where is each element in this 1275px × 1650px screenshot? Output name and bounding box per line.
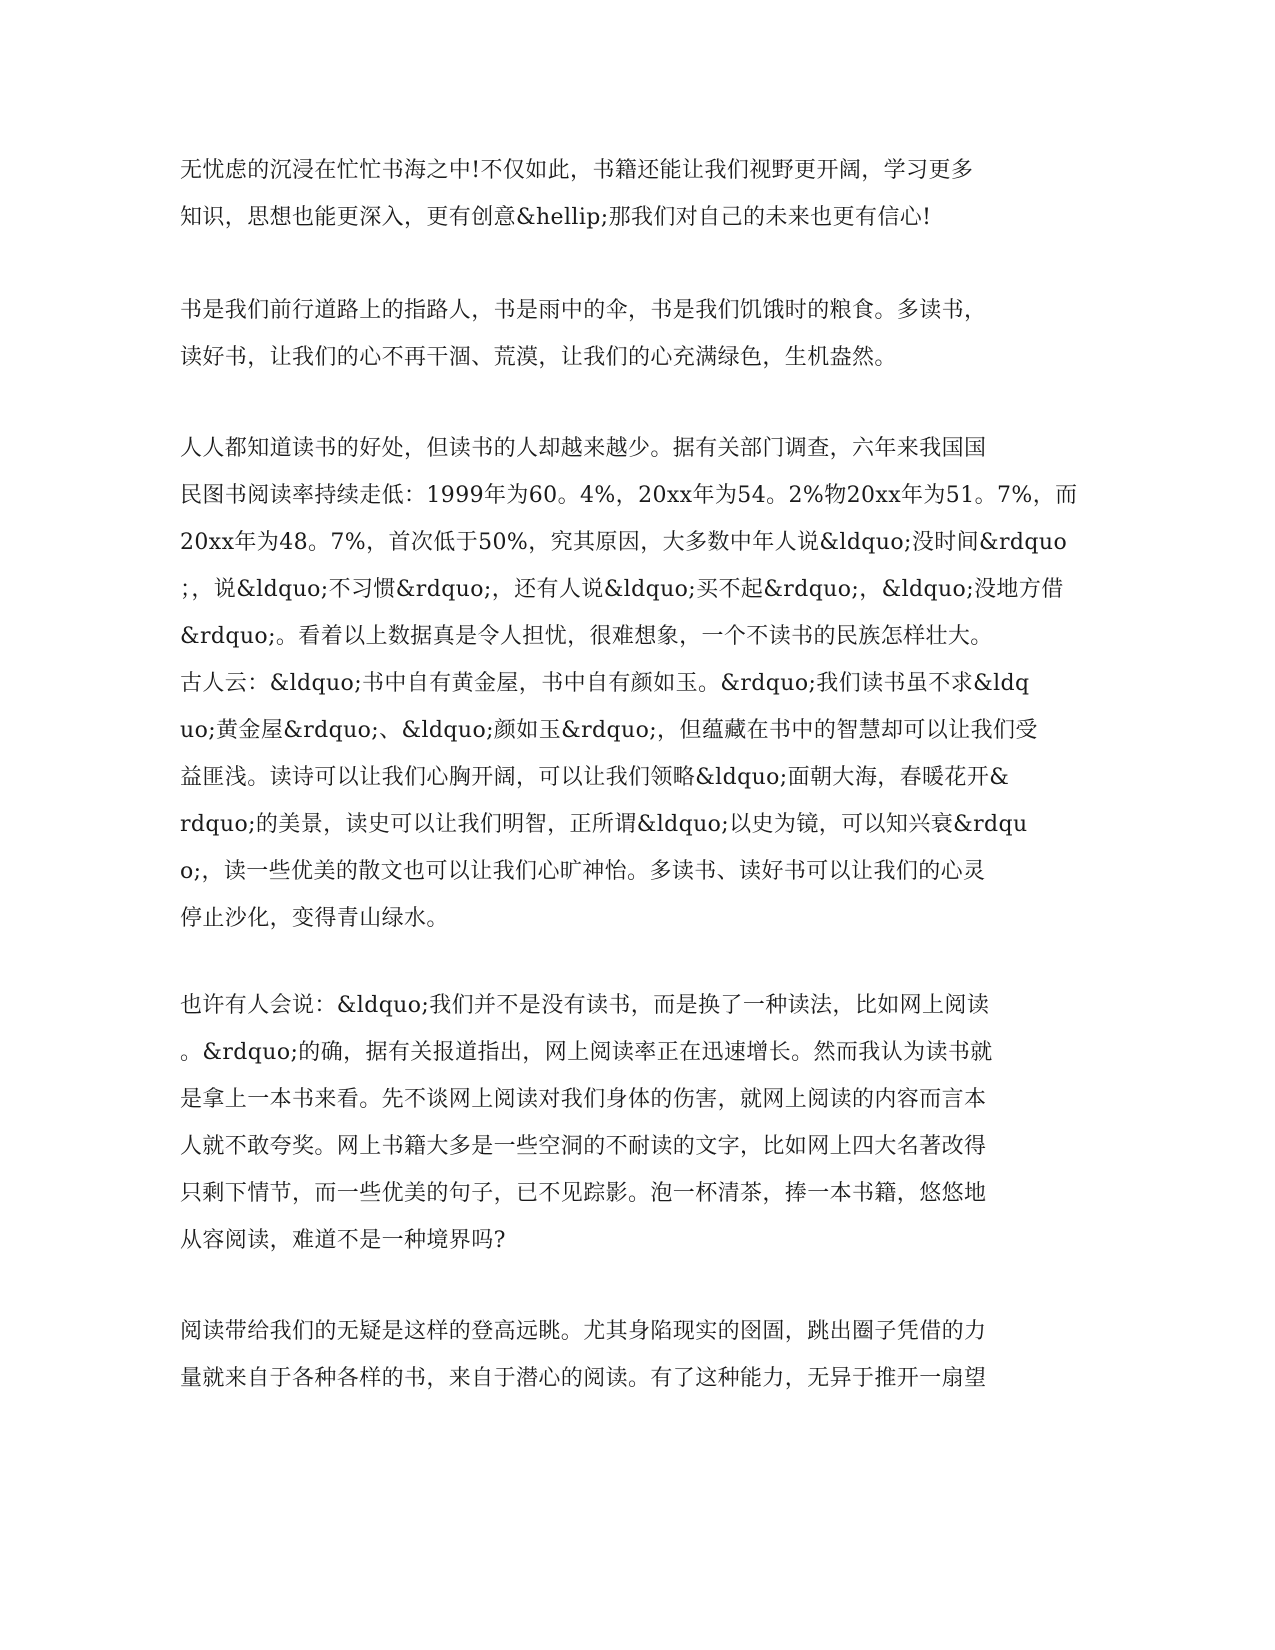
- text-line: 益匪浅。读诗可以让我们心胸开阔，可以让我们领略&ldquo;面朝大海，春暖花开&: [180, 765, 1010, 790]
- text-line: 人人都知道读书的好处，但读书的人却越来越少。据有关部门调查，六年来我国国: [180, 436, 987, 461]
- text-line: 也许有人会说：&ldquo;我们并不是没有读书，而是换了一种读法，比如网上阅读: [180, 993, 990, 1018]
- text-line: &rdquo;。看着以上数据真是令人担忧，很难想象，一个不读书的民族怎样壮大。: [180, 624, 993, 649]
- paragraph-5: [180, 1308, 1040, 1402]
- text-line: o;，读一些优美的散文也可以让我们心旷神怡。多读书、读好书可以让我们的心灵: [180, 859, 986, 884]
- text-line: 书是我们前行道路上的指路人，书是雨中的伞，书是我们饥饿时的粮食。多读书，: [180, 298, 987, 323]
- text-line: 只剩下情节，而一些优美的句子，已不见踪影。泡一杯清茶，捧一本书籍，悠悠地: [180, 1181, 987, 1206]
- paragraph-2: [180, 287, 1040, 381]
- paragraph-4: [180, 982, 1040, 1264]
- text-line: 知识，思想也能更深入，更有创意&hellip;那我们对自己的未来也更有信心!: [180, 205, 932, 230]
- text-line: 人就不敢夸奖。网上书籍大多是一些空洞的不耐读的文字，比如网上四大名著改得: [180, 1134, 987, 1159]
- text-line: 读好书，让我们的心不再干涸、荒漠，让我们的心充满绿色，生机盎然。: [180, 345, 897, 370]
- text-line: 阅读带给我们的无疑是这样的登高远眺。尤其身陷现实的囹圄，跳出圈子凭借的力: [180, 1319, 987, 1344]
- text-line: 20xx年为48。7%，首次低于50%，究其原因，大多数中年人说&ldquo;没时间&rdquo: [180, 530, 1068, 555]
- text-line: 停止沙化，变得青山绿水。: [180, 906, 449, 931]
- text-line: uo;黄金屋&rdquo;、&ldquo;颜如玉&rdquo;，但蕴藏在书中的智慧却可以让我们受: [180, 718, 1038, 743]
- text-line: 古人云：&ldquo;书中自有黄金屋，书中自有颜如玉。&rdquo;我们读书虽不求&ldq: [180, 671, 1030, 696]
- text-line: 是拿上一本书来看。先不谈网上阅读对我们身体的伤害，就网上阅读的内容而言本: [180, 1087, 987, 1112]
- text-line: 量就来自于各种各样的书，来自于潜心的阅读。有了这种能力，无异于推开一扇望: [180, 1366, 987, 1391]
- paragraph-1: [180, 147, 1040, 241]
- text-line: 从容阅读，难道不是一种境界吗?: [180, 1228, 506, 1253]
- text-line: ；，说&ldquo;不习惯&rdquo;，还有人说&ldquo;买不起&rdquo;，&ldquo;没地方借: [180, 577, 1064, 602]
- text-line: 。&rdquo;的确，据有关报道指出，网上阅读率正在迅速增长。然而我认为读书就: [180, 1040, 993, 1065]
- text-line: rdquo;的美景，读史可以让我们明智，正所谓&ldquo;以史为镜，可以知兴衰&rdqu: [180, 812, 1028, 837]
- text-line: 民图书阅读率持续走低：1999年为60。4%，20xx年为54。2%物20xx年为51。7%，而: [180, 483, 1078, 508]
- text-line: 无忧虑的沉浸在忙忙书海之中!不仅如此，书籍还能让我们视野更开阔，学习更多: [180, 158, 974, 183]
- paragraph-3: [180, 425, 1078, 942]
